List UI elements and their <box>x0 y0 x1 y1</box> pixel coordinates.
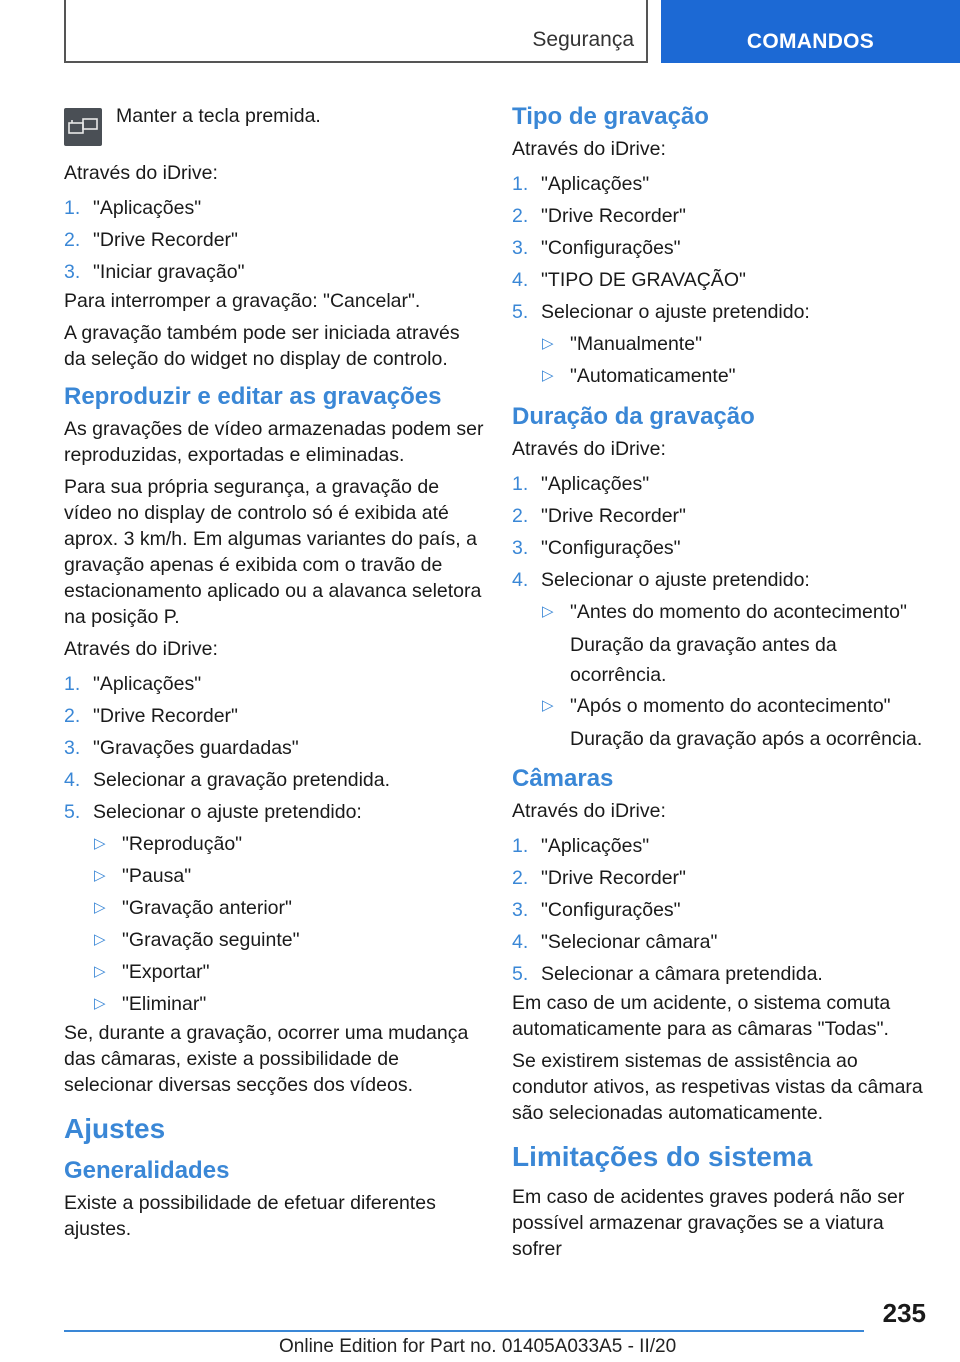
paragraph-assist: Se existirem sistemas de assistência ao condutor ativos, as respetivas vistas da câmara são selecionadas automaticamente. <box>512 1050 923 1124</box>
step-item: 4. "Selecionar câmara" <box>512 931 718 953</box>
triangle-bullet-icon: ▷ <box>542 697 554 714</box>
step-item: 2. "Drive Recorder" <box>512 205 686 227</box>
sub-item: ▷ "Exportar" <box>64 956 484 988</box>
step-item: 3. "Gravações guardadas" <box>64 737 299 759</box>
header-chapter-tab[interactable]: COMANDOS <box>661 0 960 63</box>
paragraph-limitations: Em caso de acidentes graves poderá não ser possível armazenar gravações se a viatura sofrer <box>512 1186 905 1260</box>
left-column <box>64 100 484 1248</box>
sub-item: ▷ "Gravação seguinte" <box>64 924 484 956</box>
sub-options-type <box>512 328 932 392</box>
via-idrive-type: Através do iDrive: <box>512 138 666 160</box>
step-item: 2. "Drive Recorder" <box>512 505 686 527</box>
step-item: 5. Selecionar o ajuste pretendido: <box>512 301 810 323</box>
sub-item: ▷ "Após o momento do acontecimento" Duração da gravação após a ocorrência. <box>512 690 932 754</box>
step-item: 2. "Drive Recorder" <box>64 229 238 251</box>
step-item: 2. "Drive Recorder" <box>64 705 238 727</box>
key-instruction <box>64 100 484 152</box>
paragraph-saved: As gravações de vídeo armazenadas podem ser reproduzidas, exportadas e eliminadas. <box>64 418 484 466</box>
triangle-bullet-icon: ▷ <box>94 867 106 884</box>
step-item: 1. "Aplicações" <box>512 173 650 195</box>
heading-settings: Ajustes <box>64 1113 166 1144</box>
sub-item: ▷ "Eliminar" <box>64 988 484 1020</box>
via-idrive-2: Através do iDrive: <box>64 638 218 660</box>
heading-limitations: Limitações do sistema <box>512 1141 813 1172</box>
heading-cameras: Câmaras <box>512 765 614 792</box>
steps-duration <box>512 468 932 596</box>
step-item: 2. "Drive Recorder" <box>512 867 686 889</box>
triangle-bullet-icon: ▷ <box>94 963 106 980</box>
step-item: 3. "Configurações" <box>512 899 681 921</box>
sub-options-playback <box>64 828 484 1020</box>
step-item: 3. "Iniciar gravação" <box>64 261 245 283</box>
triangle-bullet-icon: ▷ <box>94 835 106 852</box>
steps-saved-recordings <box>64 668 484 828</box>
step-item: 1. "Aplicações" <box>64 673 202 695</box>
step-item: 3. "Configurações" <box>512 237 681 259</box>
heading-replay: Reproduzir e editar as gravações <box>64 383 442 410</box>
heading-duration: Duração da gravação <box>512 403 755 430</box>
paragraph-stop: Para interromper a gravação: "Cancelar". <box>64 290 421 312</box>
step-item: 4. "TIPO DE GRAVAÇÃO" <box>512 269 746 291</box>
sub-item: ▷ "Antes do momento do acontecimento" Duração da gravação antes da ocorrência. <box>512 596 932 690</box>
sub-options-duration <box>512 596 932 754</box>
footer-edition: Online Edition for Part no. 01405A033A5 - II/20 <box>279 1336 677 1357</box>
step-item: 5. Selecionar a câmara pretendida. <box>512 963 823 985</box>
right-column <box>512 100 932 1268</box>
triangle-bullet-icon: ▷ <box>94 995 106 1012</box>
step-item: 4. Selecionar o ajuste pretendido: <box>512 569 810 591</box>
via-idrive-cameras: Através do iDrive: <box>512 800 666 822</box>
triangle-bullet-icon: ▷ <box>542 603 554 620</box>
heading-general: Generalidades <box>64 1157 230 1184</box>
triangle-bullet-icon: ▷ <box>94 899 106 916</box>
triangle-bullet-icon: ▷ <box>542 335 554 352</box>
step-item: 1. "Aplicações" <box>512 835 650 857</box>
sub-item: ▷ "Manualmente" <box>512 328 932 360</box>
steps-start-recording <box>64 192 484 288</box>
paragraph-cameras-change: Se, durante a gravação, ocorrer uma mudança das câmaras, existe a possibilidade de selecionar diversas secções dos vídeos. <box>64 1022 469 1096</box>
sub-item: ▷ "Gravação anterior" <box>64 892 484 924</box>
step-item: 3. "Configurações" <box>512 537 681 559</box>
sub-item: ▷ "Reprodução" <box>64 828 484 860</box>
triangle-bullet-icon: ▷ <box>94 931 106 948</box>
steps-cameras <box>512 830 932 990</box>
header-section-title: Segurança <box>532 28 634 51</box>
step-item: 1. "Aplicações" <box>64 197 202 219</box>
via-idrive-1: Através do iDrive: <box>64 162 218 184</box>
steps-recording-type <box>512 168 932 328</box>
paragraph-widget: A gravação também pode ser iniciada através da seleção do widget no display de controlo. <box>64 322 460 370</box>
recorder-key-icon <box>64 108 102 146</box>
paragraph-general: Existe a possibilidade de efetuar diferentes ajustes. <box>64 1192 436 1240</box>
sub-item: ▷ "Pausa" <box>64 860 484 892</box>
triangle-bullet-icon: ▷ <box>542 367 554 384</box>
paragraph-safety: Para sua própria segurança, a gravação de vídeo no display de controlo só é exibida até aprox. 3 km/h. Em algumas variantes do país, a gravação apenas é exibida com o travão de estacionamento aplicado ou a alavanca seletora na posição P. <box>64 476 482 628</box>
footer-divider <box>64 1330 864 1332</box>
step-item: 4. Selecionar a gravação pretendida. <box>64 769 391 791</box>
page-number: 235 <box>882 1298 926 1328</box>
paragraph-accident: Em caso de um acidente, o sistema comuta automaticamente para as câmaras "Todas". <box>512 992 891 1040</box>
sub-item: ▷ "Automaticamente" <box>512 360 932 392</box>
key-instruction-text: Manter a tecla premida. <box>116 105 321 127</box>
step-item: 5. Selecionar o ajuste pretendido: <box>64 801 362 823</box>
step-item: 1. "Aplicações" <box>512 473 650 495</box>
header-section-box <box>64 0 648 63</box>
via-idrive-duration: Através do iDrive: <box>512 438 666 460</box>
heading-recording-type: Tipo de gravação <box>512 103 709 130</box>
